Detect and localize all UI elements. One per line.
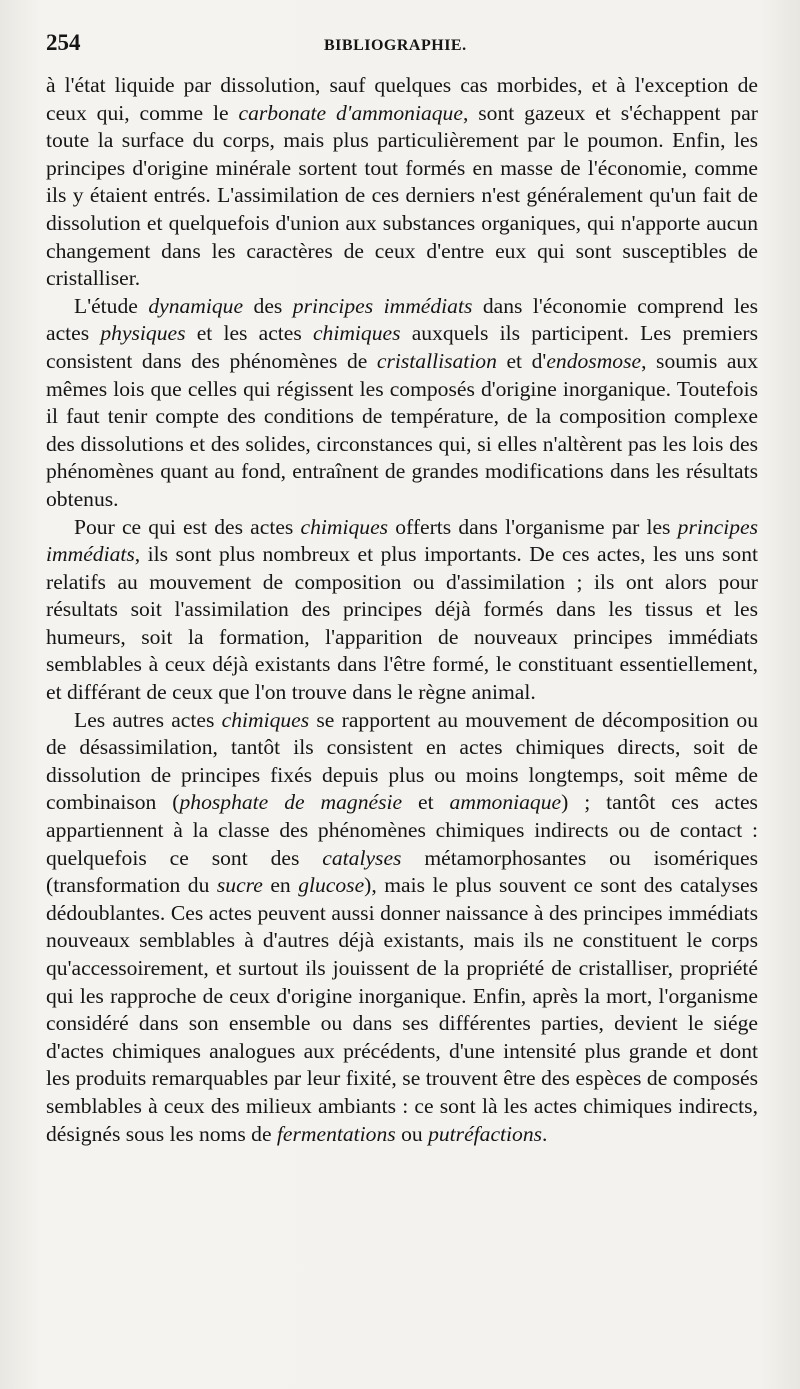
- paragraph: [46, 707, 758, 1149]
- italic-term: dynamique: [148, 293, 244, 318]
- italic-term: endosmose: [546, 348, 642, 373]
- text-run: Les autres actes: [74, 707, 222, 732]
- text-run: ou: [395, 1121, 429, 1146]
- text-run: dans l'économie comprend les actes: [46, 293, 758, 346]
- text-run: , soumis aux mêmes lois que celles qui régissent les composés d'origine inorganique. Toutefois il faut tenir compte des conditions de température, de la composition complexe des dissolutions et des solides, circonstances qui, si elles n'altèrent pas les lois des phénomènes quant au fond, entraînent de grandes modifications dans les résultats obtenus.: [46, 348, 758, 511]
- text-run: , ils sont plus nombreux et plus importants. De ces actes, les uns sont relatifs au mouvement de composition ou d'assimilation ; ils ont alors pour résultats soit l'assimilation des principes déjà formés dans les tissus et les humeurs, soit la formation, l'apparition de nouveaux principes immédiats semblables à ceux déjà existants dans l'être formé, le constituant essentiellement, et différant de ceux que l'on trouve dans le règne animal.: [46, 542, 758, 705]
- italic-term: chimiques: [221, 707, 310, 732]
- text-run: à l'état liquide par dissolution, sauf quelques cas morbides, et à l'exception de ceux qui, comme le: [46, 73, 758, 125]
- italic-term: principes immédiats: [292, 293, 473, 318]
- italic-term: principes immédiats: [46, 514, 759, 567]
- text-run: L'étude: [74, 293, 149, 318]
- italic-term: carbonate d'ammoniaque: [238, 100, 463, 125]
- text-run: auxquels ils participent. Les premiers consistent dans des phénomènes de: [46, 321, 759, 373]
- italic-term: putréfactions: [428, 1121, 543, 1146]
- paragraph: [46, 293, 758, 514]
- italic-term: chimiques: [312, 321, 401, 346]
- text-run: offerts dans l'organisme par les: [388, 514, 678, 539]
- text-run: Pour ce qui est des actes: [74, 514, 301, 539]
- page-number: 254: [46, 30, 81, 55]
- italic-term: glucose: [298, 873, 365, 898]
- text-run: ) ; tantôt ces actes appartiennent à la classe des phénomènes chimiques indirects ou de contact : quelquefois ce sont des: [46, 790, 758, 870]
- italic-term: catalyses: [322, 845, 402, 870]
- italic-term: ammoniaque: [449, 790, 562, 815]
- text-run: se rapportent au mouvement de décomposition ou de désassimilation, tantôt ils consistent en actes chimiques directs, soit de dissolution de principes fixés depuis plus ou moins longtemps, soit même de combinaison (: [46, 707, 759, 815]
- page-header: [46, 30, 758, 70]
- italic-term: sucre: [216, 873, 263, 898]
- text-run: .: [542, 1121, 548, 1146]
- text-run: des: [243, 293, 293, 318]
- running-title: BIBLIOGRAPHIE.: [324, 37, 467, 54]
- text-run: ), mais le plus souvent ce sont des catalyses dédoublantes. Ces actes peuvent aussi donner naissance à des principes immédiats nouveaux semblables à d'autres déjà existants, mais ils ne constituent le corps qu'accessoirement, et surtout ils jouissent de la propriété de cristalliser, propriété qui les rapproche de ceux d'origine inorganique. Enfin, après la mort, l'organisme considéré dans son ensemble ou dans ses différentes parties, devient le siége d'actes chimiques analogues aux précédents, d'une intensité plus grande et dont les produits remarquables par leur fixité, se trouvent être des espèces de composés semblables à ceux des milieux ambiants : ce sont là les actes chimiques indirects, désignés sous les noms de: [46, 873, 758, 1146]
- body-text: [46, 72, 758, 1148]
- italic-term: fermentations: [276, 1121, 396, 1146]
- text-run: , sont gazeux et s'échappent par toute la surface du corps, mais plus particulièrement par le poumon. Enfin, les principes d'origine minérale sortent tout formés en masse de l'économie, comme ils y étaient entrés. L'assimilation de ces derniers n'est généralement qu'un fait de dissolution et quelquefois d'union aux substances organiques, qui n'apporte aucun changement dans les caractères de ceux d'entre eux qui sont susceptibles de cristalliser.: [46, 100, 758, 291]
- italic-term: physiques: [100, 321, 186, 346]
- text-run: et: [402, 790, 450, 815]
- text-run: en: [262, 873, 299, 898]
- italic-term: phosphate de magnésie: [179, 790, 403, 815]
- text-run: et d': [496, 348, 547, 373]
- italic-term: cristallisation: [376, 348, 497, 373]
- paragraph: [46, 514, 758, 707]
- text-run: et les actes: [185, 321, 313, 346]
- paragraph: [46, 72, 758, 293]
- italic-term: chimiques: [300, 514, 389, 539]
- text-run: métamorphosantes ou isomériques (transformation du: [46, 845, 758, 898]
